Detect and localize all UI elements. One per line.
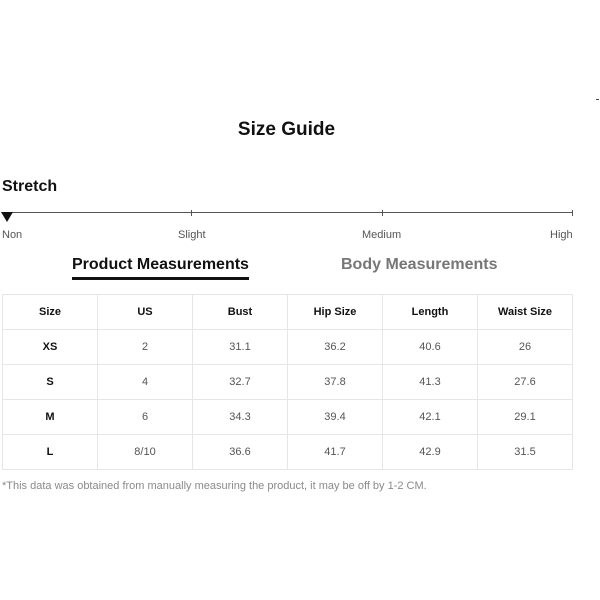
stretch-tick-medium: [382, 210, 383, 216]
cell-size: L: [3, 435, 98, 470]
table-row: [3, 330, 573, 365]
table-row: [3, 435, 573, 470]
cell-size: XS: [3, 330, 98, 365]
measurement-note: *This data was obtained from manually measuring the product, it may be off by 1-2 CM.: [2, 480, 427, 492]
cell-us: 2: [98, 330, 193, 365]
cell-hip-size: 36.2: [288, 330, 383, 365]
stretch-level-high: High: [550, 229, 573, 241]
cell-bust: 36.6: [193, 435, 288, 470]
cell-size: S: [3, 365, 98, 400]
stretch-tick-slight: [191, 210, 192, 216]
cell-waist-size: 26: [478, 330, 573, 365]
cell-waist-size: 31.5: [478, 435, 573, 470]
column-header-waist-size: Waist Size: [478, 295, 573, 330]
column-header-bust: Bust: [193, 295, 288, 330]
cell-us: 4: [98, 365, 193, 400]
table-header-row: [3, 295, 573, 330]
cell-us: 8/10: [98, 435, 193, 470]
cell-length: 41.3: [383, 365, 478, 400]
stretch-label: Stretch: [2, 178, 58, 195]
cell-hip-size: 39.4: [288, 400, 383, 435]
cell-us: 6: [98, 400, 193, 435]
tab-product-measurements[interactable]: Product Measurements: [72, 256, 249, 280]
stretch-level-medium: Medium: [362, 229, 402, 241]
cell-hip-size: 37.8: [288, 365, 383, 400]
cell-bust: 34.3: [193, 400, 288, 435]
stretch-scale-line: [3, 212, 573, 213]
cell-waist-size: 29.1: [478, 400, 573, 435]
cell-length: 42.9: [383, 435, 478, 470]
triangle-down-icon: [1, 212, 13, 222]
edge-mark: [596, 99, 599, 100]
cell-size: M: [3, 400, 98, 435]
cell-length: 42.1: [383, 400, 478, 435]
cell-waist-size: 27.6: [478, 365, 573, 400]
table-row: [3, 400, 573, 435]
cell-length: 40.6: [383, 330, 478, 365]
tab-body-measurements[interactable]: Body Measurements: [341, 256, 498, 273]
stretch-tick-high: [572, 210, 573, 216]
size-table: [2, 294, 573, 470]
column-header-length: Length: [383, 295, 478, 330]
stretch-level-non: Non: [2, 229, 23, 241]
stretch-level-slight: Slight: [178, 229, 206, 241]
column-header-us: US: [98, 295, 193, 330]
cell-bust: 31.1: [193, 330, 288, 365]
column-header-hip-size: Hip Size: [288, 295, 383, 330]
column-header-size: Size: [3, 295, 98, 330]
cell-bust: 32.7: [193, 365, 288, 400]
table-row: [3, 365, 573, 400]
cell-hip-size: 41.7: [288, 435, 383, 470]
page-title: Size Guide: [237, 119, 336, 140]
